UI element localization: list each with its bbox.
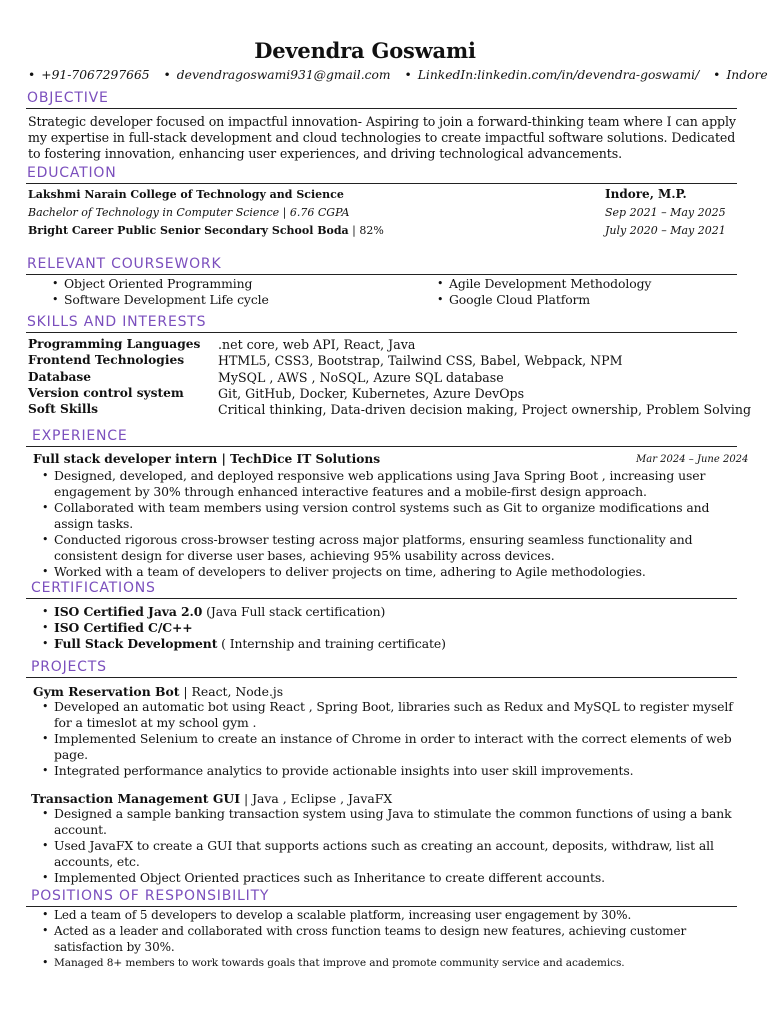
school (28, 224, 384, 237)
contact-email[interactable]: • devendragoswami931@gmail.com (164, 68, 391, 82)
certification-name: Full Stack Development (54, 636, 218, 651)
project-name: Gym Reservation Bot (33, 684, 180, 699)
list-item: • Software Development Life cycle (50, 292, 269, 308)
table-row (28, 402, 751, 418)
list-item: • Designed, developed, and deployed responsive web applications using Java Spring Boot , increasing user engagement by 30% through enhanced interactive features and a mobile-first design approach. (40, 468, 740, 500)
certification-note: (Java Full stack certification) (202, 604, 386, 619)
certification-note: ( Internship and training certificate) (217, 636, 446, 651)
section-title-coursework: RELEVANT COURSEWORK (27, 256, 222, 272)
section-divider (26, 183, 737, 184)
section-title-skills: SKILLS AND INTERESTS (27, 314, 207, 330)
table-row (28, 337, 751, 353)
table-row (28, 386, 751, 402)
list-item: • Conducted rigorous cross-browser testing across major platforms, ensuring seamless functionality and consistent design for diverse user bases, achieving 95% usability across devices. (40, 532, 740, 564)
section-divider (26, 274, 737, 275)
table-row (28, 353, 751, 369)
list-item (40, 620, 740, 636)
section-title-experience: EXPERIENCE (32, 428, 128, 444)
section-title-objective: OBJECTIVE (27, 90, 109, 106)
contact-linkedin[interactable]: • LinkedIn:linkedin.com/in/devendra-goswami/ (405, 68, 700, 82)
list-item: • Implemented Selenium to create an instance of Chrome in order to interact with the correct elements of web page. (40, 731, 740, 763)
project-heading (31, 791, 392, 806)
degree-dates: Sep 2021 – May 2025 (605, 206, 726, 219)
skill-category: Database (28, 369, 92, 384)
certification-name: ISO Certified C/C++ (54, 620, 193, 635)
skill-category: Version control system (28, 385, 184, 400)
section-divider (26, 446, 737, 447)
experience-role: Full stack developer intern | TechDice IT Solutions (33, 452, 381, 466)
certifications-list (40, 604, 740, 652)
list-item: • Acted as a leader and collaborated with cross function teams to design new features, achieving customer satisfaction by 30%. (40, 923, 740, 955)
project-tech: | React, Node.js (179, 684, 284, 699)
project-bullets (40, 806, 740, 886)
skill-values: HTML5, CSS3, Bootstrap, Tailwind CSS, Babel, Webpack, NPM (218, 353, 623, 369)
list-item: • Object Oriented Programming (50, 276, 269, 292)
list-item: • Led a team of 5 developers to develop a scalable platform, increasing user engagement by 30%. (40, 907, 740, 923)
experience-dates: Mar 2024 – June 2024 (636, 454, 749, 465)
list-item: • Collaborated with team members using version control systems such as Git to organize modifications and assign tasks. (40, 500, 740, 532)
project-tech: | Java , Eclipse , JavaFX (240, 791, 393, 806)
list-item: • Used JavaFX to create a GUI that supports actions such as creating an account, deposits, withdraw, list all accounts, etc. (40, 838, 740, 870)
list-item: • Managed 8+ members to work towards goals that improve and promote community service and academics. (40, 955, 740, 971)
college-location: Indore, M.P. (605, 187, 687, 201)
project-bullets (40, 699, 740, 779)
skill-values: .net core, web API, React, Java (218, 337, 416, 352)
project-name: Transaction Management GUI (31, 791, 241, 806)
certification-name: ISO Certified Java 2.0 (54, 604, 203, 619)
skill-values: Critical thinking, Data-driven decision making, Project ownership, Problem Solving (218, 402, 752, 418)
contact-phone: • +91-7067297665 (28, 68, 150, 82)
skill-values: Git, GitHub, Docker, Kubernetes, Azure DevOps (218, 385, 525, 401)
resume-name: Devendra Goswami (254, 38, 476, 63)
list-item: • Designed a sample banking transaction system using Java to stimulate the common functions of using a bank account. (40, 806, 740, 838)
list-item: • Integrated performance analytics to provide actionable insights into user skill improvements. (40, 763, 740, 779)
section-title-education: EDUCATION (27, 165, 117, 181)
degree: Bachelor of Technology in Computer Science | 6.76 CGPA (28, 206, 350, 219)
list-item: • Google Cloud Platform (435, 292, 651, 308)
list-item (40, 636, 740, 652)
skills-table (28, 337, 751, 418)
coursework-list-left (50, 276, 269, 307)
list-item: • Agile Development Methodology (435, 276, 651, 292)
section-title-projects: PROJECTS (31, 659, 107, 675)
contact-line (28, 68, 768, 82)
section-divider (26, 677, 737, 678)
section-divider (26, 332, 737, 333)
college-name: Lakshmi Narain College of Technology and Science (28, 188, 344, 201)
skill-category: Frontend Technologies (28, 353, 185, 368)
section-title-certifications: CERTIFICATIONS (31, 580, 156, 596)
contact-location: • Indore (713, 68, 767, 82)
school-name: Bright Career Public Senior Secondary School Boda (28, 224, 349, 237)
objective-text: Strategic developer focused on impactful innovation- Aspiring to join a forward-thinking team where I can apply my expertise in full-stack development and cloud technologies to create impactful software solutions. Dedicated to fostering innovation, enhancing user experiences, and driving technological advancements. (28, 114, 736, 161)
positions-bullets (40, 907, 740, 971)
list-item: • Implemented Object Oriented practices such as Inheritance to create different accounts. (40, 870, 740, 886)
skill-values: MySQL , AWS , NoSQL, Azure SQL database (218, 369, 504, 385)
experience-bullets (40, 468, 740, 580)
school-score: | 82% (348, 224, 384, 237)
section-divider (26, 108, 737, 109)
skill-category: Programming Languages (28, 337, 201, 351)
section-title-positions: POSITIONS OF RESPONSIBILITY (31, 888, 270, 904)
table-row (28, 370, 751, 386)
school-dates: July 2020 – May 2021 (605, 224, 726, 237)
list-item (40, 604, 740, 620)
list-item: • Developed an automatic bot using React , Spring Boot, libraries such as Redux and MySQL to register myself for a timeslot at my school gym . (40, 699, 740, 731)
list-item: • Worked with a team of developers to deliver projects on time, adhering to Agile methodologies. (40, 564, 740, 580)
coursework-list-right (435, 276, 651, 307)
skill-category: Soft Skills (28, 402, 99, 417)
project-heading (33, 684, 283, 699)
section-divider (26, 598, 737, 599)
